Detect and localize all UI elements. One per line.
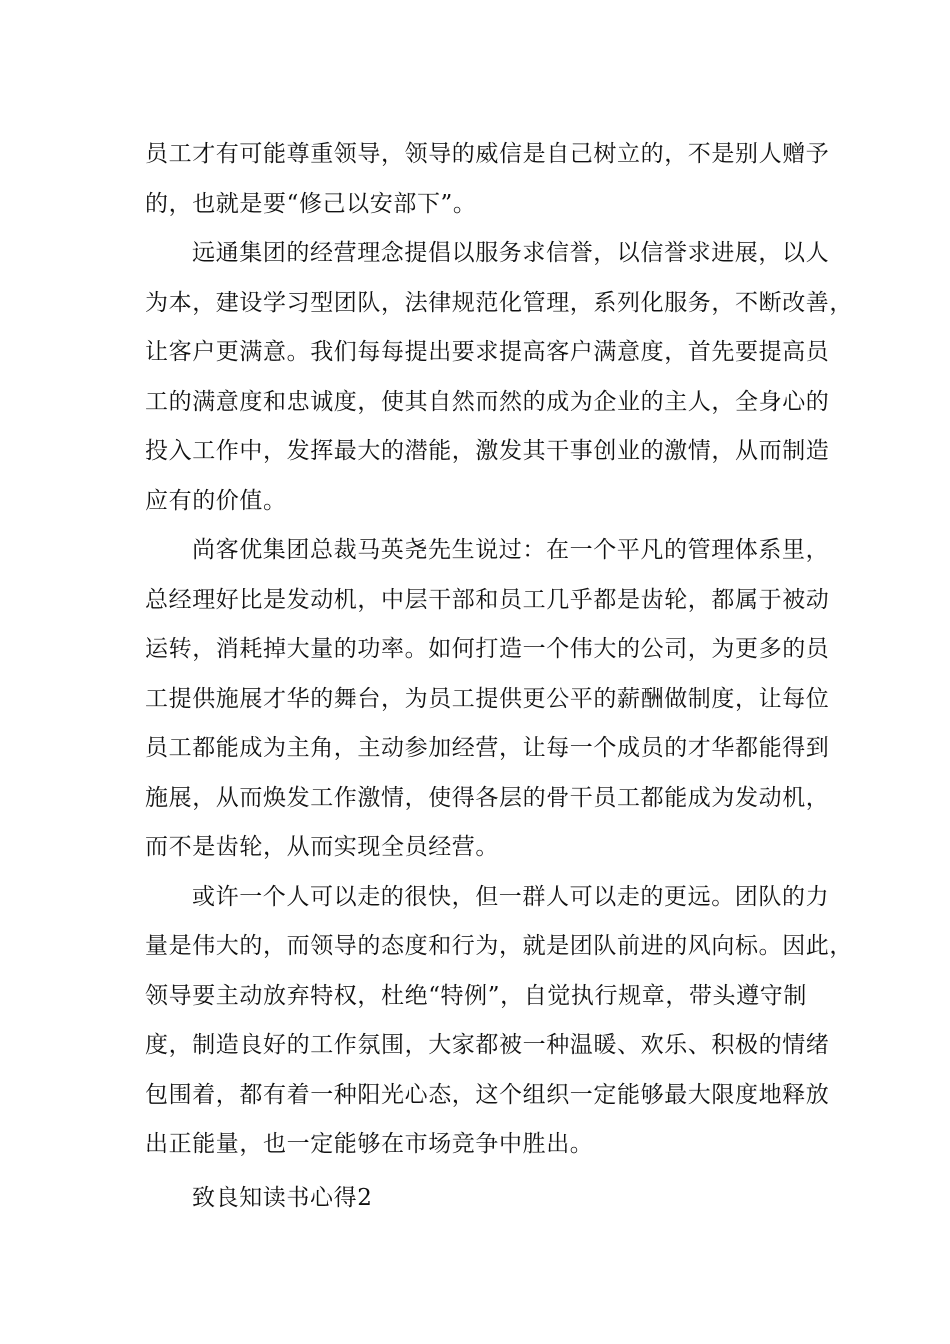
text-line: 让客户更满意。我们每每提出要求提高客户满意度，首先要提高员 bbox=[145, 339, 830, 365]
text-line: 工提供施展才华的舞台，为员工提供更公平的薪酬做制度，让每位 bbox=[145, 685, 830, 712]
body-text bbox=[145, 130, 853, 1223]
paragraph-first-line: 尚客优集团总裁马英尧先生说过：在一个平凡的管理体系里， bbox=[192, 537, 830, 563]
text-line: 投入工作中，发挥最大的潜能，激发其干事创业的激情，从而制造 bbox=[145, 438, 830, 464]
text-line: 包围着，都有着一种阳光心态，这个组织一定能够最大限度地释放 bbox=[145, 1081, 830, 1108]
text-line: 应有的价值。 bbox=[145, 487, 287, 514]
text-line: 员工都能成为主角，主动参加经营，让每一个成员的才华都能得到 bbox=[145, 735, 830, 761]
text-line: 量是伟大的，而领导的态度和行为，就是团队前进的风向标。因此， bbox=[145, 933, 853, 959]
text-line: 出正能量，也一定能够在市场竞争中胜出。 bbox=[145, 1131, 594, 1157]
paragraph-first-line: 或许一个人可以走的很快，但一群人可以走的更远。团队的力 bbox=[192, 883, 830, 910]
text-line: 领导要主动放弃特权，杜绝“特例”，自觉执行规章，带头遵守制 bbox=[145, 982, 807, 1009]
text-line: 为本，建设学习型团队，法律规范化管理，系列化服务，不断改善， bbox=[145, 289, 853, 316]
section-heading: 致良知读书心得2 bbox=[192, 1184, 373, 1211]
text-line: 施展，从而焕发工作激情，使得各层的骨干员工都能成为发动机， bbox=[145, 784, 830, 811]
text-line: 总经理好比是发动机，中层干部和员工几乎都是齿轮，都属于被动 bbox=[145, 586, 830, 613]
text-line: 而不是齿轮，从而实现全员经营。 bbox=[145, 834, 499, 860]
text-line: 运转，消耗掉大量的功率。如何打造一个伟大的公司，为更多的员 bbox=[145, 636, 830, 662]
text-line: 员工才有可能尊重领导，领导的威信是自己树立的，不是别人赠予 bbox=[145, 141, 830, 167]
paragraph-first-line: 远通集团的经营理念提倡以服务求信誉，以信誉求进展，以人 bbox=[192, 240, 830, 266]
text-line: 度，制造良好的工作氛围，大家都被一种温暖、欢乐、积极的情绪 bbox=[145, 1032, 830, 1058]
text-line: 工的满意度和忠诚度，使其自然而然的成为企业的主人，全身心的 bbox=[145, 388, 830, 415]
text-line: 的，也就是要“修己以安部下”。 bbox=[145, 190, 477, 217]
